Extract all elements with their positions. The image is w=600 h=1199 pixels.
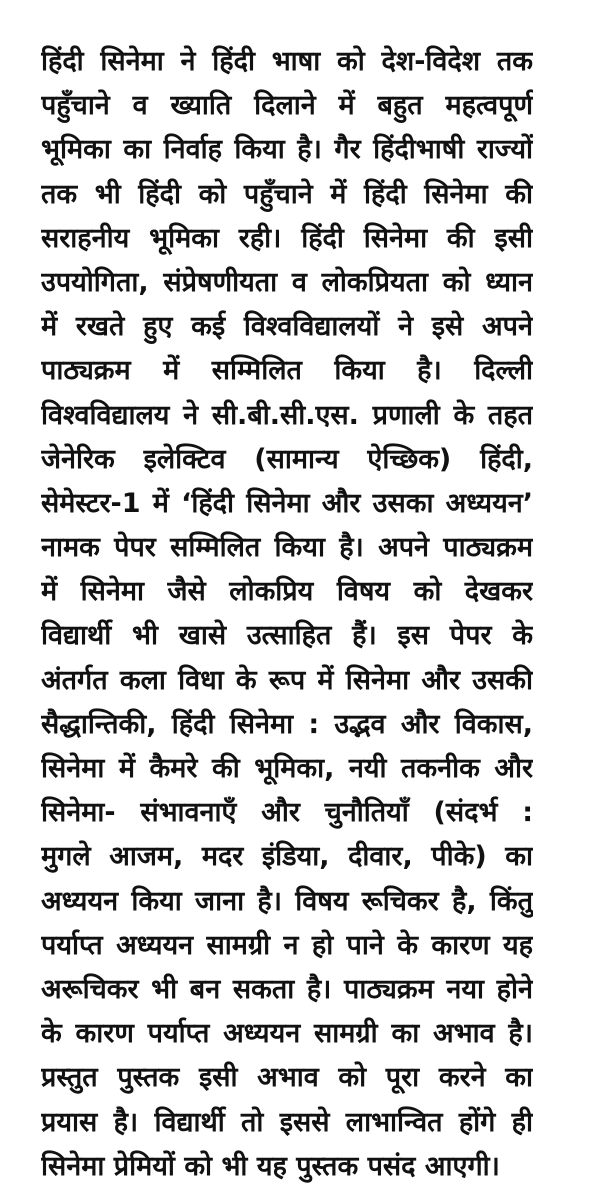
text-line: अध्ययन किया जाना है। विषय रूचिकर है, किंतु — [41, 885, 533, 917]
text-line: सराहनीय भूमिका रही। हिंदी सिनेमा की इसी — [41, 222, 533, 254]
paragraph — [41, 40, 533, 1189]
text-line: विश्वविद्यालय ने सी.बी.सी.एस. प्रणाली के तहत — [41, 399, 533, 431]
text-line: सिनेमा प्रेमियों को भी यह पुस्तक पसंद आएगी। — [41, 1150, 500, 1182]
text-line: अरूचिकर भी बन सकता है। पाठ्यक्रम नया होने — [41, 973, 533, 1005]
text-line: मुगले आजम, मदर इंडिया, दीवार, पीके) का — [41, 841, 533, 873]
text-line: पहुँचाने व ख्याति दिलाने में बहुत महत्वपूर्ण — [41, 90, 533, 122]
text-line: भूमिका का निर्वाह किया है। गैर हिंदीभाषी राज्यों — [41, 134, 533, 166]
text-line: सेमेस्टर-1 में ‘हिंदी सिनेमा और उसका अध्ययन’ — [41, 487, 533, 519]
text-line: सिनेमा में कैमरे की भूमिका, नयी तकनीक और — [41, 753, 533, 784]
text-line: तक भी हिंदी को पहुँचाने में हिंदी सिनेमा की — [41, 178, 533, 210]
text-line: सैद्धान्तिकी, हिंदी सिनेमा : उद्भव और विकास, — [41, 708, 533, 740]
text-line: पर्याप्त अध्ययन सामग्री न हो पाने के कारण यह — [41, 929, 533, 961]
text-line: विद्यार्थी भी खासे उत्साहित हैं। इस पेपर के — [41, 620, 533, 652]
text-line: प्रयास है। विद्यार्थी तो इससे लाभान्वित होंगे ही — [41, 1106, 533, 1138]
text-line: उपयोगिता, संप्रेषणीयता व लोकप्रियता को ध्यान — [41, 266, 533, 298]
text-line: में सिनेमा जैसे लोकप्रिय विषय को देखकर — [41, 576, 533, 608]
text-line: नामक पेपर सम्मिलित किया है। अपने पाठ्यक्रम — [41, 532, 533, 564]
text-line: अंतर्गत कला विधा के रूप में सिनेमा और उसकी — [41, 664, 533, 696]
text-line: जेनेरिक इलेक्टिव (सामान्य ऐच्छिक) हिंदी, — [41, 443, 533, 475]
text-line: पाठ्यक्रम में सम्मिलित किया है। दिल्ली — [41, 355, 533, 387]
text-line: के कारण पर्याप्त अध्ययन सामग्री का अभाव है। — [41, 1018, 533, 1050]
text-line: सिनेमा- संभावनाएँ और चुनौतियाँ (संदर्भ : — [41, 797, 533, 829]
text-line: प्रस्तुत पुस्तक इसी अभाव को पूरा करने का — [41, 1062, 533, 1094]
text-line: हिंदी सिनेमा ने हिंदी भाषा को देश-विदेश तक — [41, 46, 533, 77]
text-line: में रखते हुए कई विश्वविद्यालयों ने इसे अपने — [41, 311, 533, 343]
